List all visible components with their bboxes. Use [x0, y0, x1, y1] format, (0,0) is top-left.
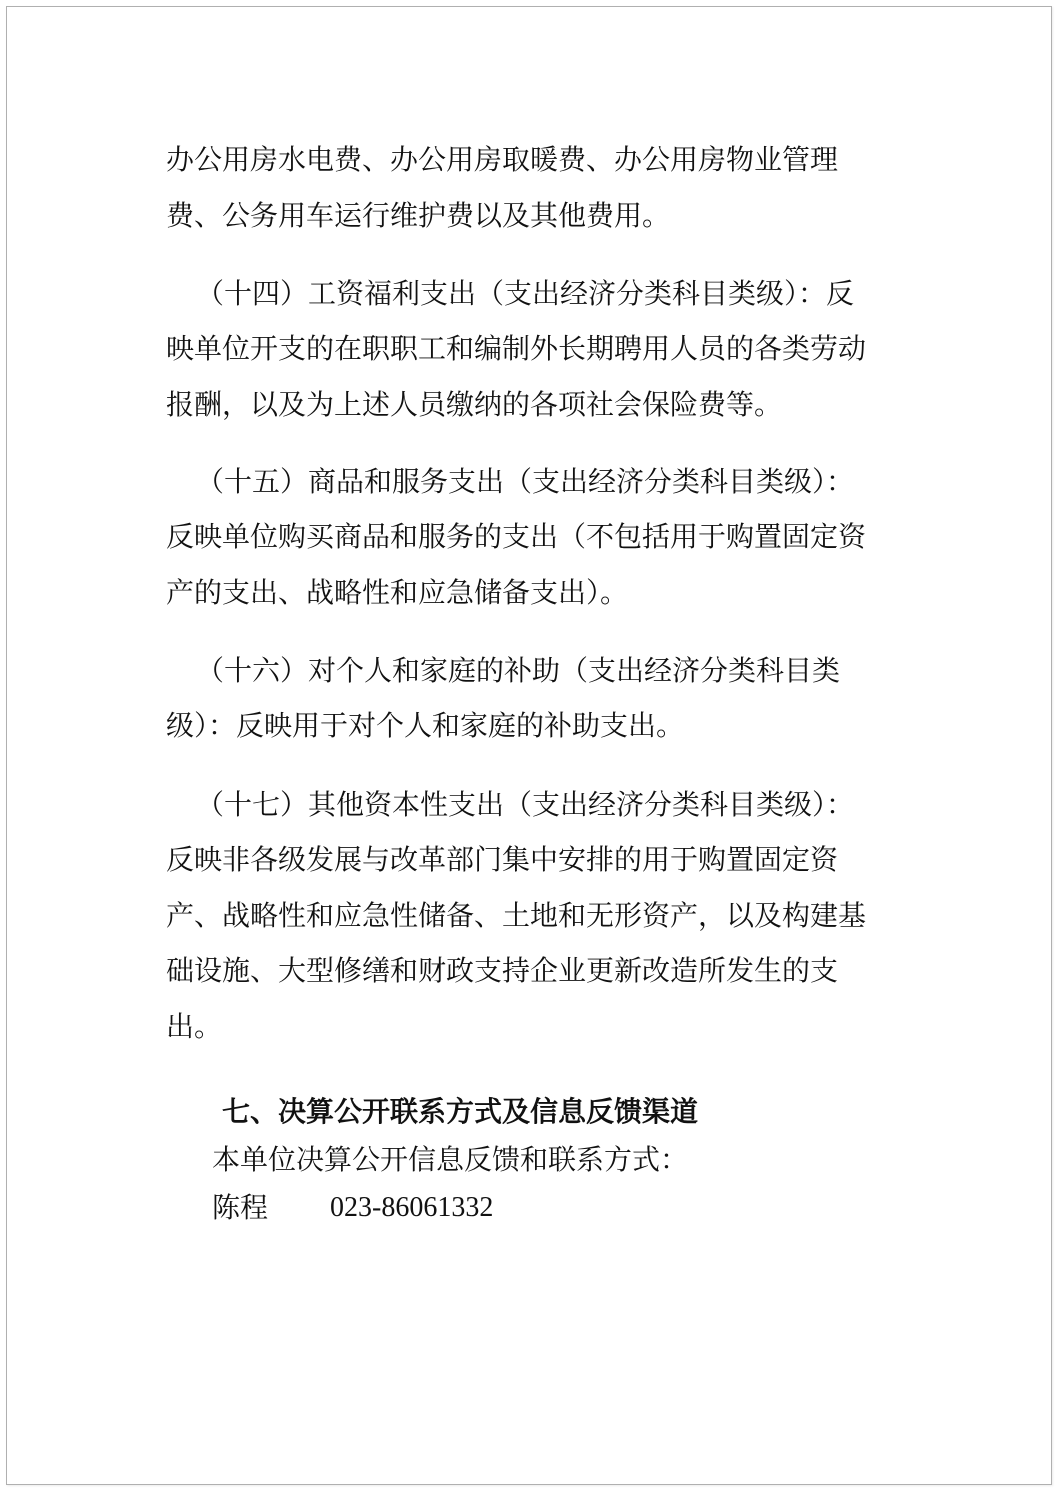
contact-phone: 023-86061332	[330, 1192, 494, 1223]
item14-line-3: 报酬，以及为上述人员缴纳的各项社会保险费等。	[166, 388, 783, 421]
contact-name: 陈程	[212, 1191, 269, 1224]
intro-line-2: 费、公务用车运行维护费以及其他费用。	[166, 199, 671, 232]
item15-line-3: 产的支出、战略性和应急储备支出）。	[166, 576, 629, 609]
item17-line-5: 出。	[166, 1010, 223, 1043]
item14-line-1: （十四）工资福利支出（支出经济分类科目类级）：反	[196, 277, 855, 310]
item15-line-2: 反映单位购买商品和服务的支出（不包括用于购置固定资	[166, 520, 867, 553]
item17-line-1: （十七）其他资本性支出（支出经济分类科目类级）：	[196, 788, 855, 821]
item16-line-2: 级）：反映用于对个人和家庭的补助支出。	[166, 709, 685, 742]
item15-line-1: （十五）商品和服务支出（支出经济分类科目类级）：	[196, 465, 855, 498]
item17-line-2: 反映非各级发展与改革部门集中安排的用于购置固定资	[166, 843, 839, 876]
section7-intro: 本单位决算公开信息反馈和联系方式：	[212, 1143, 689, 1176]
intro-line-1: 办公用房水电费、办公用房取暖费、办公用房物业管理	[166, 143, 839, 176]
item14-line-2: 映单位开支的在职职工和编制外长期聘用人员的各类劳动	[166, 332, 867, 365]
item17-line-3: 产、战略性和应急性储备、土地和无形资产，以及构建基	[166, 899, 867, 932]
item16-line-1: （十六）对个人和家庭的补助（支出经济分类科目类	[196, 654, 841, 687]
item17-line-4: 础设施、大型修缮和财政支持企业更新改造所发生的支	[166, 954, 839, 987]
section7-heading: 七、决算公开联系方式及信息反馈渠道	[222, 1095, 699, 1128]
